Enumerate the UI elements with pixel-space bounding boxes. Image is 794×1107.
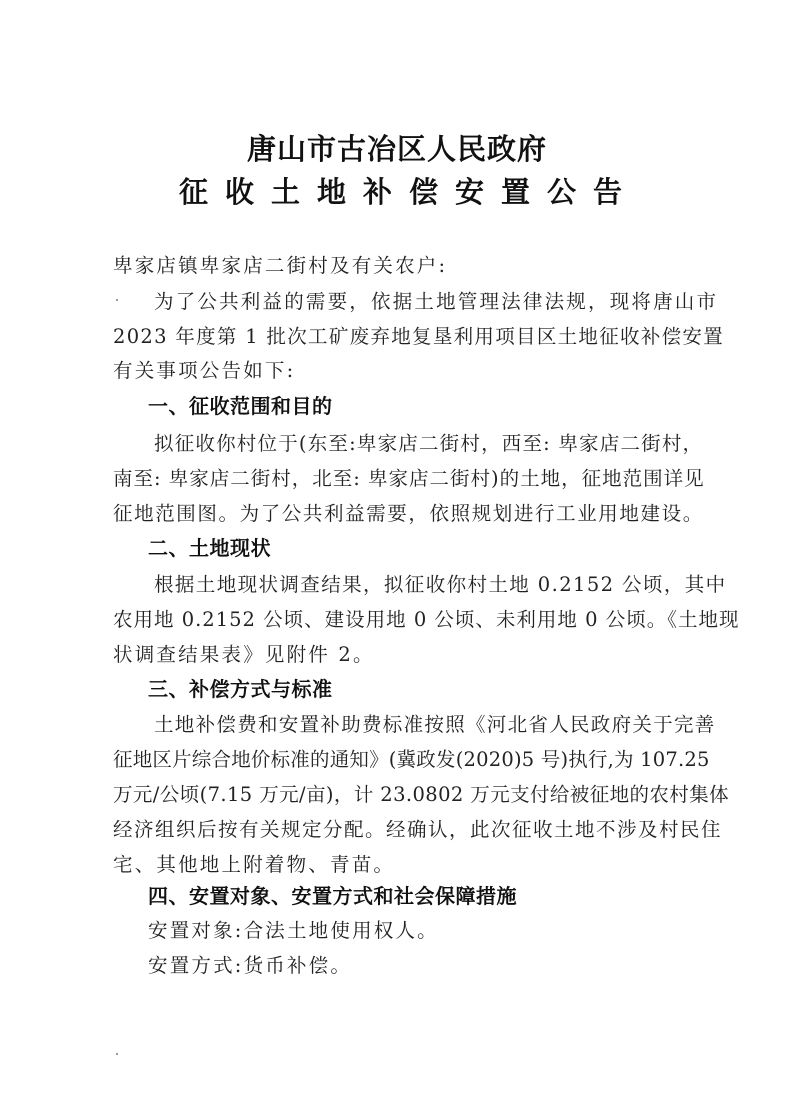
section-line: 农用地 0.2152 公顷、建设用地 0 公顷、未利用地 0 公顷。《土地现 xyxy=(113,608,740,631)
section-line: 经济组织后按有关规定分配。经确认，此次征收土地不涉及村民住 xyxy=(113,818,723,841)
intro-line: 为了公共利益的需要，依据土地管理法律法规，现将唐山市 xyxy=(154,290,719,313)
section-heading-compensation: 三、补偿方式与标准 xyxy=(148,677,333,701)
section-line: 征地区片综合地价标准的通知》(冀政发(2020)5 号)执行,为 107.25 xyxy=(113,748,710,771)
section-heading-scope: 一、征收范围和目的 xyxy=(148,394,333,418)
section-heading-resettlement: 四、安置对象、安置方式和社会保障措施 xyxy=(148,884,517,908)
document-title-issuer: 唐山市古冶区人民政府 xyxy=(246,132,547,166)
section-line: 安置对象:合法土地使用权人。 xyxy=(148,919,439,942)
section-line: 状调查结果表》见附件 2。 xyxy=(113,643,375,666)
salutation: 卑家店镇卑家店二街村及有关农户: xyxy=(113,254,448,277)
intro-line: 2023 年度第 1 批次工矿废弃地复垦利用项目区土地征收补偿安置 xyxy=(113,325,725,348)
intro-line: 有关事项公告如下: xyxy=(113,359,296,382)
section-line: 土地补偿费和安置补助费标准按照《河北省人民政府关于完善 xyxy=(154,713,716,736)
section-line: 南至: 卑家店二街村，北至: 卑家店二街村)的土地，征地范围详见 xyxy=(113,467,705,490)
document-title-subject: 征收土地补偿安置公告 xyxy=(178,175,639,209)
section-line: 拟征收你村位于(东至:卑家店二街村，西至: 卑家店二街村， xyxy=(154,432,704,455)
section-line: 安置方式:货币补偿。 xyxy=(148,954,353,977)
scan-speck xyxy=(116,299,118,301)
section-line: 万元/公顷(7.15 万元/亩)，计 23.0802 万元支付给被征地的农村集体 xyxy=(113,783,730,806)
section-line: 宅、其他地上附着物、青苗。 xyxy=(113,853,396,876)
section-line: 征地范围图。为了公共利益需要，依照规划进行工业用地建设。 xyxy=(113,502,704,525)
scan-speck xyxy=(116,1053,118,1055)
section-line: 根据土地现状调查结果，拟征收你村土地 0.2152 公顷，其中 xyxy=(154,573,727,596)
section-heading-land-status: 二、土地现状 xyxy=(148,536,271,560)
